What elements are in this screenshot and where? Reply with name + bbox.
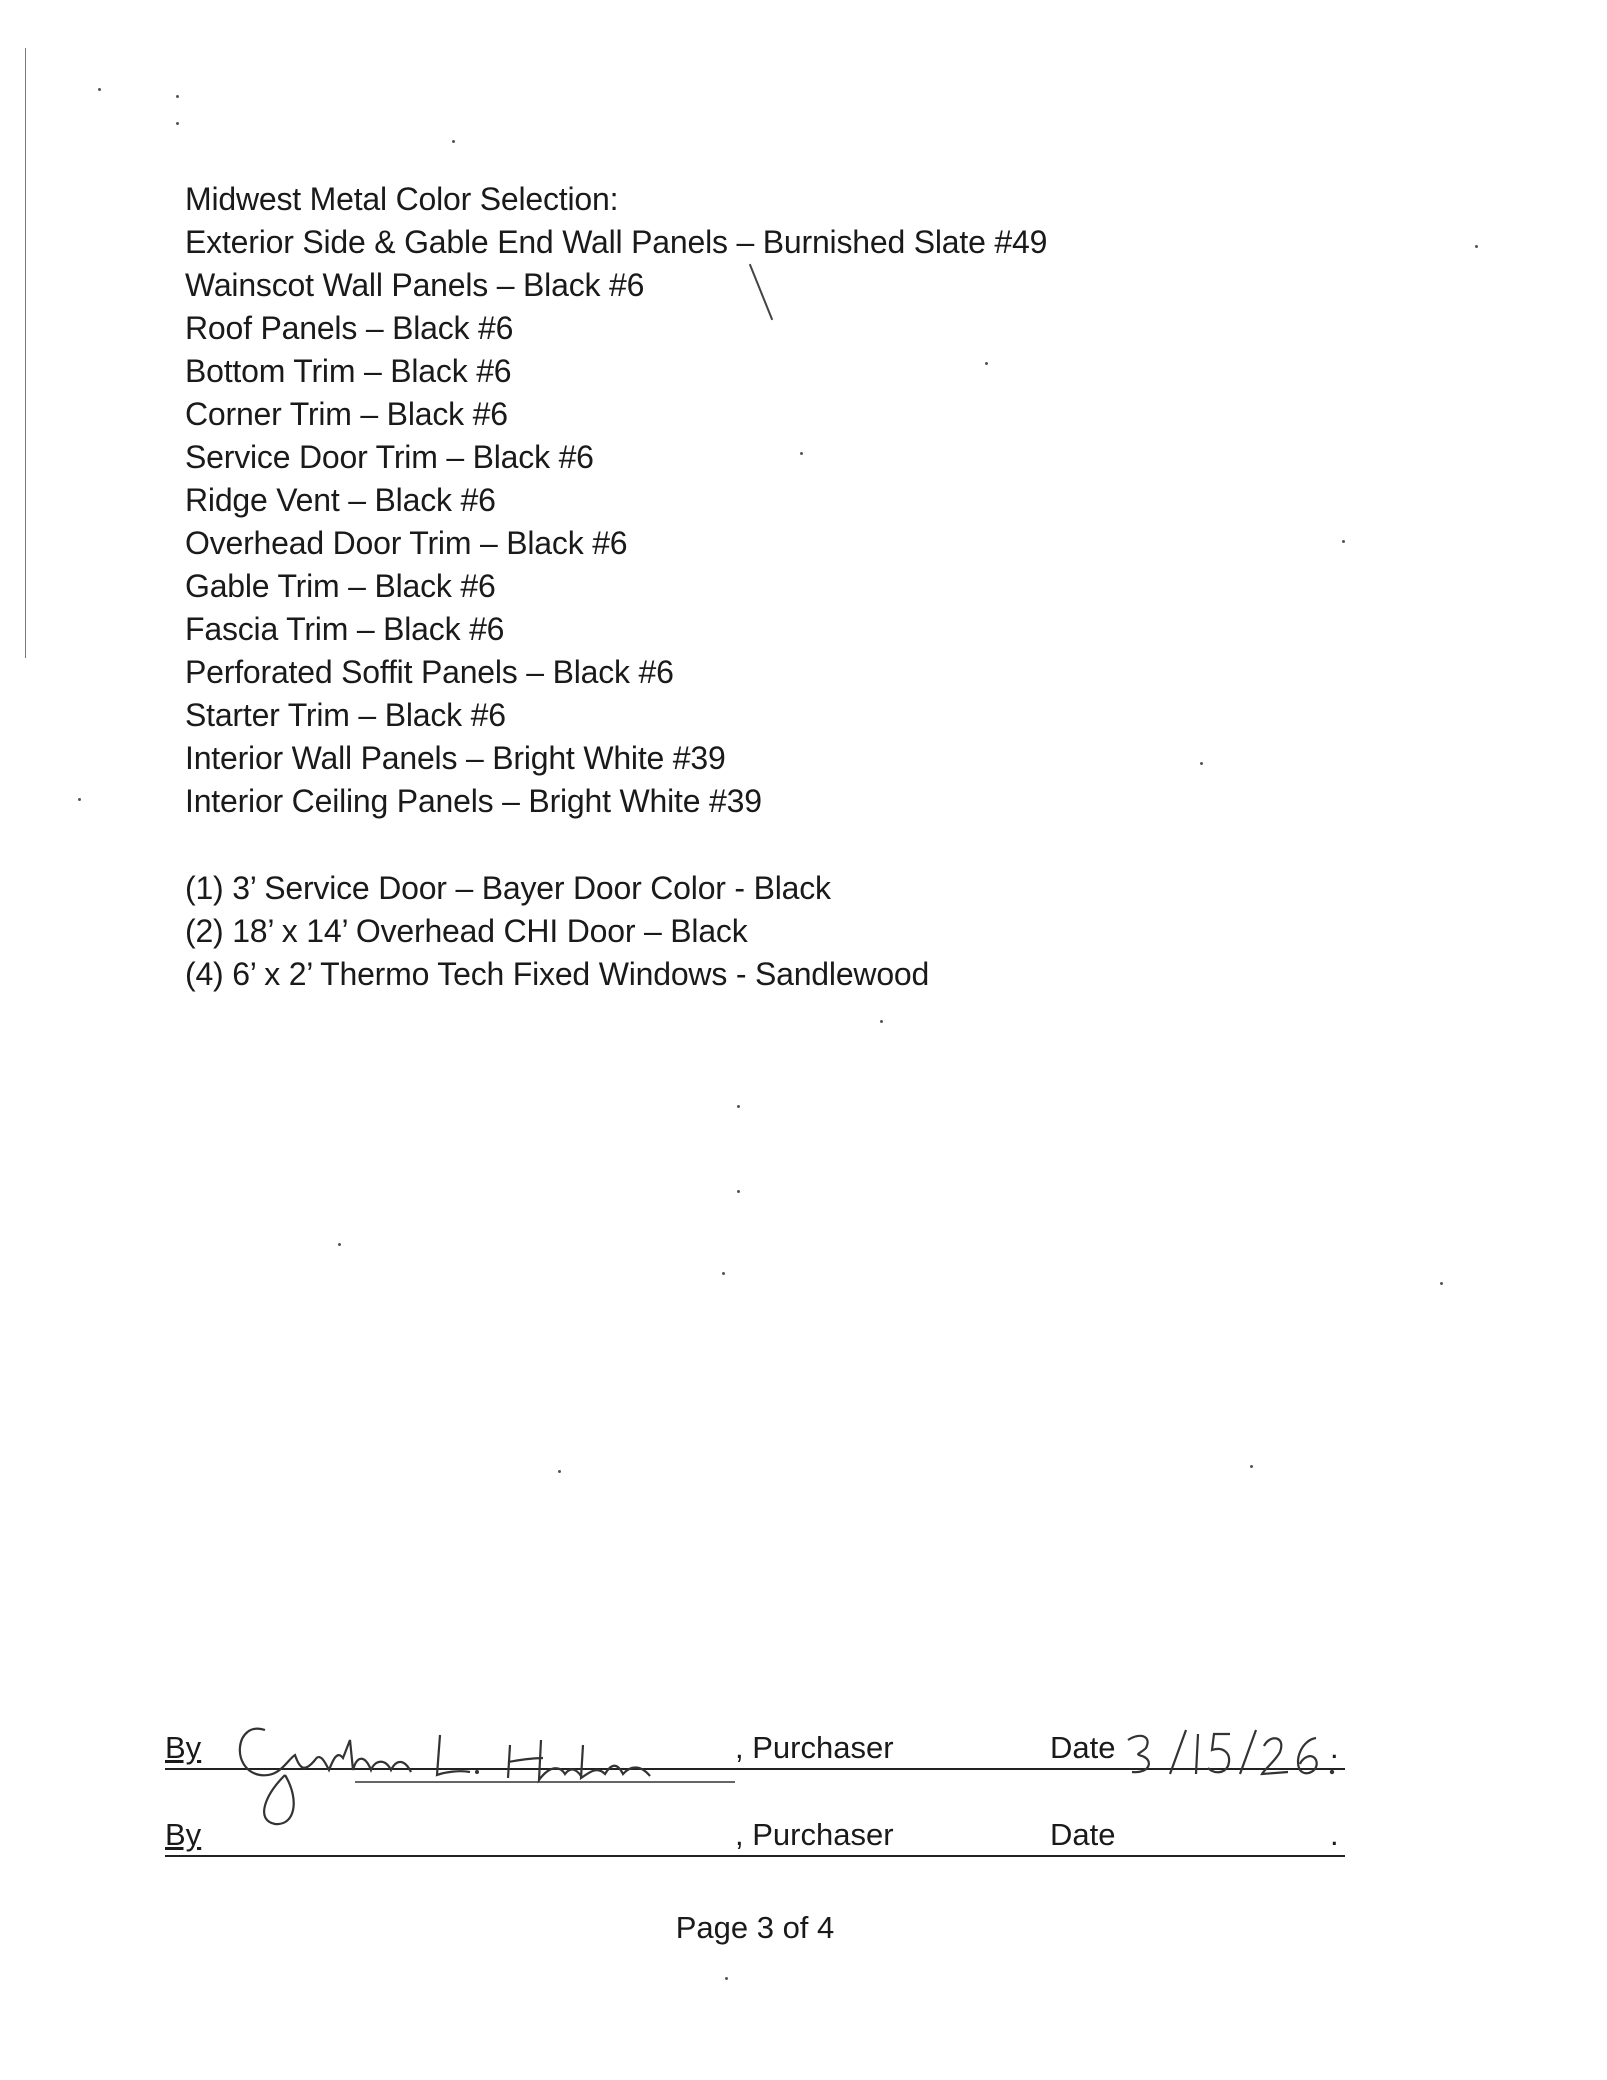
section-heading: Midwest Metal Color Selection: — [185, 181, 619, 217]
list-item: Ridge Vent – Black #6 — [185, 482, 496, 518]
scan-speck — [338, 1243, 341, 1246]
scan-speck — [558, 1470, 561, 1473]
scan-binding-line — [25, 48, 26, 658]
list-item: Wainscot Wall Panels – Black #6 — [185, 267, 645, 303]
scan-speck — [1440, 1282, 1443, 1285]
list-item: Exterior Side & Gable End Wall Panels – Burnished Slate #49 — [185, 224, 1048, 260]
scan-speck — [78, 798, 81, 801]
list-item: Fascia Trim – Black #6 — [185, 611, 505, 647]
scan-speck — [1250, 1465, 1253, 1468]
list-item: Perforated Soffit Panels – Black #6 — [185, 654, 674, 690]
purchaser-label: , Purchaser — [735, 1817, 894, 1852]
list-item: Interior Wall Panels – Bright White #39 — [185, 740, 726, 776]
by-label: By — [165, 1730, 202, 1765]
list-item: Bottom Trim – Black #6 — [185, 353, 512, 389]
scan-speck — [1475, 245, 1478, 248]
door-window-item: (4) 6’ x 2’ Thermo Tech Fixed Windows - Sandlewood — [185, 956, 930, 992]
by-label: By — [165, 1817, 202, 1852]
scan-speck — [737, 1105, 740, 1108]
purchaser-label: , Purchaser — [735, 1730, 894, 1765]
scan-speck — [98, 88, 101, 91]
list-item: Interior Ceiling Panels – Bright White #39 — [185, 783, 762, 819]
page-number: Page 3 of 4 — [675, 1910, 835, 1945]
list-item: Starter Trim – Black #6 — [185, 697, 506, 733]
signature-line-2 — [165, 1805, 1345, 1857]
scan-speck — [722, 1272, 725, 1275]
scan-speck — [737, 1190, 740, 1193]
date-label: Date — [1050, 1730, 1116, 1765]
trailing-period: . — [1330, 1817, 1339, 1852]
list-item: Overhead Door Trim – Black #6 — [185, 525, 628, 561]
list-item: Corner Trim – Black #6 — [185, 396, 508, 432]
date-label: Date — [1050, 1817, 1116, 1852]
scan-speck — [1200, 762, 1203, 765]
trailing-period: . — [1330, 1730, 1339, 1765]
scan-speck — [176, 95, 179, 98]
handwritten-date — [1120, 1722, 1340, 1782]
color-selection-list — [185, 178, 1185, 996]
scan-speck — [725, 1977, 728, 1980]
scan-speck — [1342, 540, 1345, 543]
scan-speck — [452, 140, 455, 143]
list-item: Roof Panels – Black #6 — [185, 310, 514, 346]
scan-speck — [880, 1020, 883, 1023]
door-window-item: (2) 18’ x 14’ Overhead CHI Door – Black — [185, 913, 748, 949]
door-window-item: (1) 3’ Service Door – Bayer Door Color - Black — [185, 870, 831, 906]
list-item: Gable Trim – Black #6 — [185, 568, 496, 604]
scan-speck — [176, 122, 179, 125]
list-item: Service Door Trim – Black #6 — [185, 439, 594, 475]
